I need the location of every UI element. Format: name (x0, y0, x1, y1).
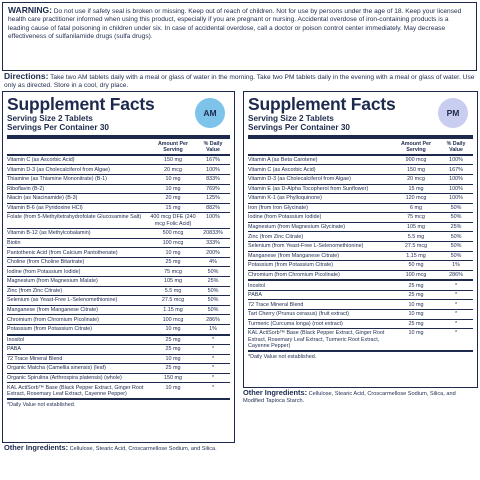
nutrient-name: Turmeric (Curcuma longa) (root extract) (248, 320, 343, 327)
am-badge-icon: AM (195, 98, 225, 128)
directions (4, 72, 476, 91)
warning-label: WARNING: (8, 5, 52, 15)
amount-value: 500 mcg (162, 230, 184, 237)
table-row (248, 300, 473, 310)
daily-value: 100% (449, 195, 463, 202)
amount-value: 5.5 mg (164, 287, 182, 294)
nutrient-name: Organic Matcha (Camellia sinensis) (leaf) (7, 365, 106, 372)
am-other-ingredients (4, 444, 304, 453)
other-ingredients-label: Other Ingredients: (4, 443, 69, 452)
table-row (248, 291, 473, 301)
amount-value: 27.5 mcg (404, 243, 428, 250)
servings-per-container: Servings Per Container 30 (7, 123, 109, 133)
table-row (7, 229, 230, 239)
amount-value: 6 mg (410, 204, 422, 211)
table-row (7, 383, 230, 400)
table-row (248, 204, 473, 214)
daily-value: * (454, 311, 458, 318)
nutrient-name: Iodine (from Potassium Iodide) (7, 268, 81, 275)
nutrient-name: Organic Spirulina (Arthrospira platensis) (whole) (7, 375, 122, 382)
amount-value: 15 mg (408, 185, 424, 192)
nutrient-name: KAL ActiSorb™ Base (Black Pepper Extract, Ginger Root Extract, Rosemary Leaf Extract, Turmeric Root Extract, Cayenne Pepper) (248, 330, 385, 349)
amount-value: 150 mg (164, 375, 182, 382)
daily-value: 882% (206, 204, 220, 211)
nutrient-name: Choline (from Choline Bitartrate) (7, 259, 85, 266)
daily-value: 100% (449, 176, 463, 183)
nutrient-list (7, 156, 230, 336)
table-row (7, 175, 230, 185)
amount-value: 100 mcg (162, 316, 184, 323)
nutrient-name: Tart Cherry (Prunus cerasus) (fruit extract) (248, 311, 349, 318)
daily-value: * (454, 282, 458, 289)
daily-value: 50% (207, 297, 219, 304)
nutrient-name: Inositol (248, 282, 266, 289)
daily-value: * (211, 336, 215, 343)
nutrient-name: KAL ActiSorb™ Base (Black Pepper Extract, Ginger Root Extract, Rosemary Leaf Extract, Cayenne Pepper) (7, 384, 144, 397)
nutrient-name: Vitamin D-3 (as Cholecalciferol from Algae) (248, 176, 351, 183)
table-row (7, 204, 230, 214)
pm-badge-icon: PM (438, 98, 468, 128)
daily-value: 4% (209, 259, 217, 266)
serving-size: Serving Size 2 Tablets (248, 114, 334, 123)
amount-value: 10 mg (408, 311, 424, 318)
col-amount: Amount Per Serving (157, 140, 189, 153)
table-row (248, 213, 473, 223)
amount-value: 10 mg (165, 176, 181, 183)
warning-box (2, 2, 477, 71)
nutrient-name: Zinc (from Zinc Citrate) (248, 233, 304, 240)
table-row (7, 185, 230, 195)
nutrient-name: Zinc (from Zinc Citrate) (7, 287, 63, 294)
nutrient-name: Vitamin B-12 (as Methylcobalamin) (7, 230, 91, 237)
other-ingredients-label: Other Ingredients: (243, 388, 308, 397)
table-row (248, 156, 473, 166)
daily-value: * (454, 301, 458, 308)
daily-value: * (211, 346, 215, 353)
amount-value: 25 mg (408, 282, 424, 289)
table-row (248, 242, 473, 252)
daily-value: 50% (207, 268, 219, 275)
daily-value: 1% (209, 326, 217, 333)
table-row (248, 329, 473, 352)
daily-value: 100% (449, 157, 463, 163)
nutrient-name: Vitamin B-6 (as Pyridoxine HCl) (7, 204, 83, 211)
table-row (7, 325, 230, 336)
daily-value: 50% (207, 306, 219, 313)
daily-value: 100% (206, 166, 220, 173)
amount-value: 10 mg (165, 185, 181, 192)
other-ingredients-text: Cellulose, Stearic Acid, Croscarmellose Sodium, and Silica. (69, 446, 217, 452)
nutrient-name: Riboflavin (B-2) (7, 185, 45, 192)
amount-value: 20 mcg (164, 166, 182, 173)
daily-value: 50% (450, 252, 462, 259)
table-row (7, 296, 230, 306)
nutrient-name: Magnesium (from Magnesium Malate) (7, 278, 98, 285)
daily-value: 833% (206, 176, 220, 183)
amount-value: 50 mg (408, 262, 424, 269)
daily-value: 200% (206, 249, 220, 256)
table-header (7, 139, 230, 156)
nutrient-name: Potassium (from Potassium Citrate) (7, 326, 93, 333)
amount-value: 100 mcg (405, 271, 427, 278)
nutrient-name: Niacin (as Niacinamide) (B-3) (7, 195, 78, 202)
nutrient-name: Iron (from Iron Glycinate) (248, 204, 308, 211)
daily-value: 333% (206, 239, 220, 246)
daily-value: 167% (206, 157, 220, 163)
amount-value: 10 mg (408, 330, 424, 337)
daily-value: 50% (450, 243, 462, 250)
warning-text: Do not use if safety seal is broken or missing. Keep out of reach of children. Not for use by persons under the age of 18. Keep your licensed health care practitioner informed when using this product, especially if you are pregnant or nursing. Accidental overdose of iron-containing products is a leading cause of fatal poisoning in children under six. In case of accidental overdose, call a doctor or poison control center immediately. May decrease effectiveness of sulfanilamide drugs (sulfa drugs). (8, 8, 462, 41)
table-row (7, 364, 230, 374)
nutrient-name: PABA (248, 292, 262, 299)
amount-value: 10 mg (165, 355, 181, 362)
nutrient-name: Manganese (from Manganese Citrate) (248, 252, 340, 259)
daily-value: * (454, 292, 458, 299)
panel-title: Supplement Facts (7, 94, 155, 114)
table-row (248, 310, 473, 320)
nutrient-name: Iodine (from Potassium Iodide) (248, 214, 322, 221)
table-row (248, 261, 473, 271)
am-supplement-facts-panel (2, 91, 235, 443)
daily-value: 25% (207, 278, 219, 285)
nutrient-name: Inositol (7, 336, 25, 343)
table-row (7, 287, 230, 297)
amount-value: 20 mg (165, 195, 181, 202)
daily-value: 769% (206, 185, 220, 192)
table-row (7, 306, 230, 316)
nutrient-name: Manganese (from Manganese Citrate) (7, 306, 99, 313)
table-row (7, 156, 230, 166)
nutrient-name: Chromium (from Chromium Picolinate) (7, 316, 99, 323)
amount-value: 27.5 mcg (161, 297, 185, 304)
amount-value: 150 mg (407, 166, 425, 173)
amount-value: 75 mcg (164, 268, 182, 275)
amount-value: 150 mg (164, 157, 182, 163)
nutrient-name: 72 Trace Mineral Blend (248, 301, 304, 308)
table-row (248, 194, 473, 204)
table-row (7, 258, 230, 268)
daily-value: * (211, 355, 215, 362)
amount-value: 25 mg (408, 320, 424, 327)
table-row (7, 267, 230, 277)
amount-value: 25 mg (165, 365, 181, 372)
footnote: *Daily Value not established. (248, 354, 317, 361)
daily-value: 20833% (203, 230, 223, 237)
table-row (7, 336, 230, 346)
pm-supplement-facts-panel (243, 91, 478, 388)
table-row (248, 223, 473, 233)
daily-value: * (454, 320, 458, 327)
ingredient-list (7, 336, 230, 401)
daily-value: 125% (206, 195, 220, 202)
nutrient-name: 72 Trace Mineral Blend (7, 355, 63, 362)
daily-value: 1% (452, 262, 460, 269)
daily-value: * (211, 375, 215, 382)
footnote: *Daily Value not established. (7, 402, 76, 409)
amount-value: 1.15 mg (406, 252, 426, 259)
nutrient-name: Vitamin E (as D-Alpha Tocopherol from Sunflower) (248, 185, 369, 192)
amount-value: 25 mg (165, 346, 181, 353)
nutrient-name: Biotin (7, 239, 21, 246)
table-row (248, 320, 473, 330)
daily-value: 167% (449, 166, 463, 173)
col-daily-value: % Daily Value (446, 140, 466, 153)
panel-title: Supplement Facts (248, 94, 396, 114)
amount-value: 100 mcg (162, 239, 184, 246)
daily-value: 50% (450, 204, 462, 211)
amount-value: 10 mg (408, 301, 424, 308)
nutrient-name: Pantothenic Acid (from Calcium Pantothenate) (7, 249, 118, 256)
directions-text: Take two AM tablets daily with a meal or glass of water in the morning. Take two PM tablets daily in the evening with a meal or glass of water. Use only as directed. Store in a cool, dry place. (4, 74, 475, 90)
table-row (248, 175, 473, 185)
amount-value: 20 mcg (407, 176, 425, 183)
amount-value: 10 mg (165, 326, 181, 333)
nutrient-name: Chromium (from Chromium Picolinate) (248, 271, 340, 278)
nutrient-name: Thiamine (as Thiamine Mononitrate) (B-1) (7, 176, 107, 183)
table-row (248, 271, 473, 282)
nutrient-name: Vitamin C (as Ascorbic Acid) (7, 157, 75, 163)
table-row (7, 315, 230, 325)
amount-value: 105 mg (407, 224, 425, 231)
nutrient-name: Magnesium (from Magnesium Glycinate) (248, 224, 346, 231)
amount-value: 120 mcg (405, 195, 427, 202)
serving-size: Serving Size 2 Tablets (7, 114, 93, 123)
table-row (7, 345, 230, 355)
nutrient-name: Selenium (as Yeast-Free L-Selenomethionine) (7, 297, 118, 304)
table-row (248, 232, 473, 242)
nutrient-name: PABA (7, 346, 21, 353)
amount-value: 10 mg (165, 384, 181, 391)
amount-value: 25 mg (408, 292, 424, 299)
nutrient-name: Vitamin D-3 (as Cholecalciferol from Algae) (7, 166, 110, 173)
nutrient-name: Vitamin C (as Ascorbic Acid) (248, 166, 316, 173)
table-row (7, 355, 230, 365)
amount-value: 105 mg (164, 278, 182, 285)
table-row (7, 248, 230, 258)
daily-value: 100% (206, 214, 220, 221)
daily-value: * (211, 384, 215, 391)
amount-value: 10 mg (165, 249, 181, 256)
amount-value: 5.5 mg (407, 233, 425, 240)
table-row (248, 252, 473, 262)
table-row (7, 277, 230, 287)
table-row (248, 281, 473, 291)
daily-value: * (211, 365, 215, 372)
nutrient-name: Potassium (from Potassium Citrate) (248, 262, 334, 269)
servings-per-container: Servings Per Container 30 (248, 123, 350, 133)
amount-value: 400 mcg DFE (240 mcg Folic Acid) (150, 214, 196, 227)
table-row (248, 165, 473, 175)
amount-value: 75 mcg (407, 214, 425, 221)
table-row (7, 213, 230, 229)
pm-other-ingredients (243, 389, 478, 405)
nutrient-name: Selenium (from Yeast-Free L-Selenomethionine) (248, 243, 364, 250)
table-row (7, 239, 230, 249)
table-row (7, 374, 230, 384)
table-row (7, 194, 230, 204)
table-row (7, 165, 230, 175)
col-daily-value: % Daily Value (203, 140, 223, 153)
daily-value: 50% (450, 233, 462, 240)
daily-value: 50% (207, 287, 219, 294)
other-ingredients-text: Cellulose, Stearic Acid, Croscarmellose Sodium, Silica, and Modified Tapioca Starch. (243, 391, 456, 404)
amount-value: 15 mg (165, 204, 181, 211)
daily-value: 286% (449, 271, 463, 278)
amount-value: 25 mg (165, 336, 181, 343)
table-header (248, 139, 473, 156)
amount-value: 1.15 mg (163, 306, 183, 313)
directions-label: Directions: (4, 71, 49, 81)
ingredient-list (248, 281, 473, 352)
table-row (248, 185, 473, 195)
daily-value: 25% (450, 224, 462, 231)
nutrient-list (248, 156, 473, 282)
daily-value: 286% (206, 316, 220, 323)
daily-value: 50% (450, 214, 462, 221)
daily-value: 100% (449, 185, 463, 192)
daily-value: * (454, 330, 458, 337)
nutrient-name: Vitamin A (as Beta Carotene) (248, 157, 318, 163)
amount-value: 900 mcg (405, 157, 427, 163)
amount-value: 25 mg (165, 259, 181, 266)
nutrient-name: Folate (from 5-Methyltetrahydrofolate Glucosamine Salt) (7, 214, 142, 221)
col-amount: Amount Per Serving (400, 140, 432, 153)
nutrient-name: Vitamin K-1 (as Phylloquinone) (248, 195, 322, 202)
